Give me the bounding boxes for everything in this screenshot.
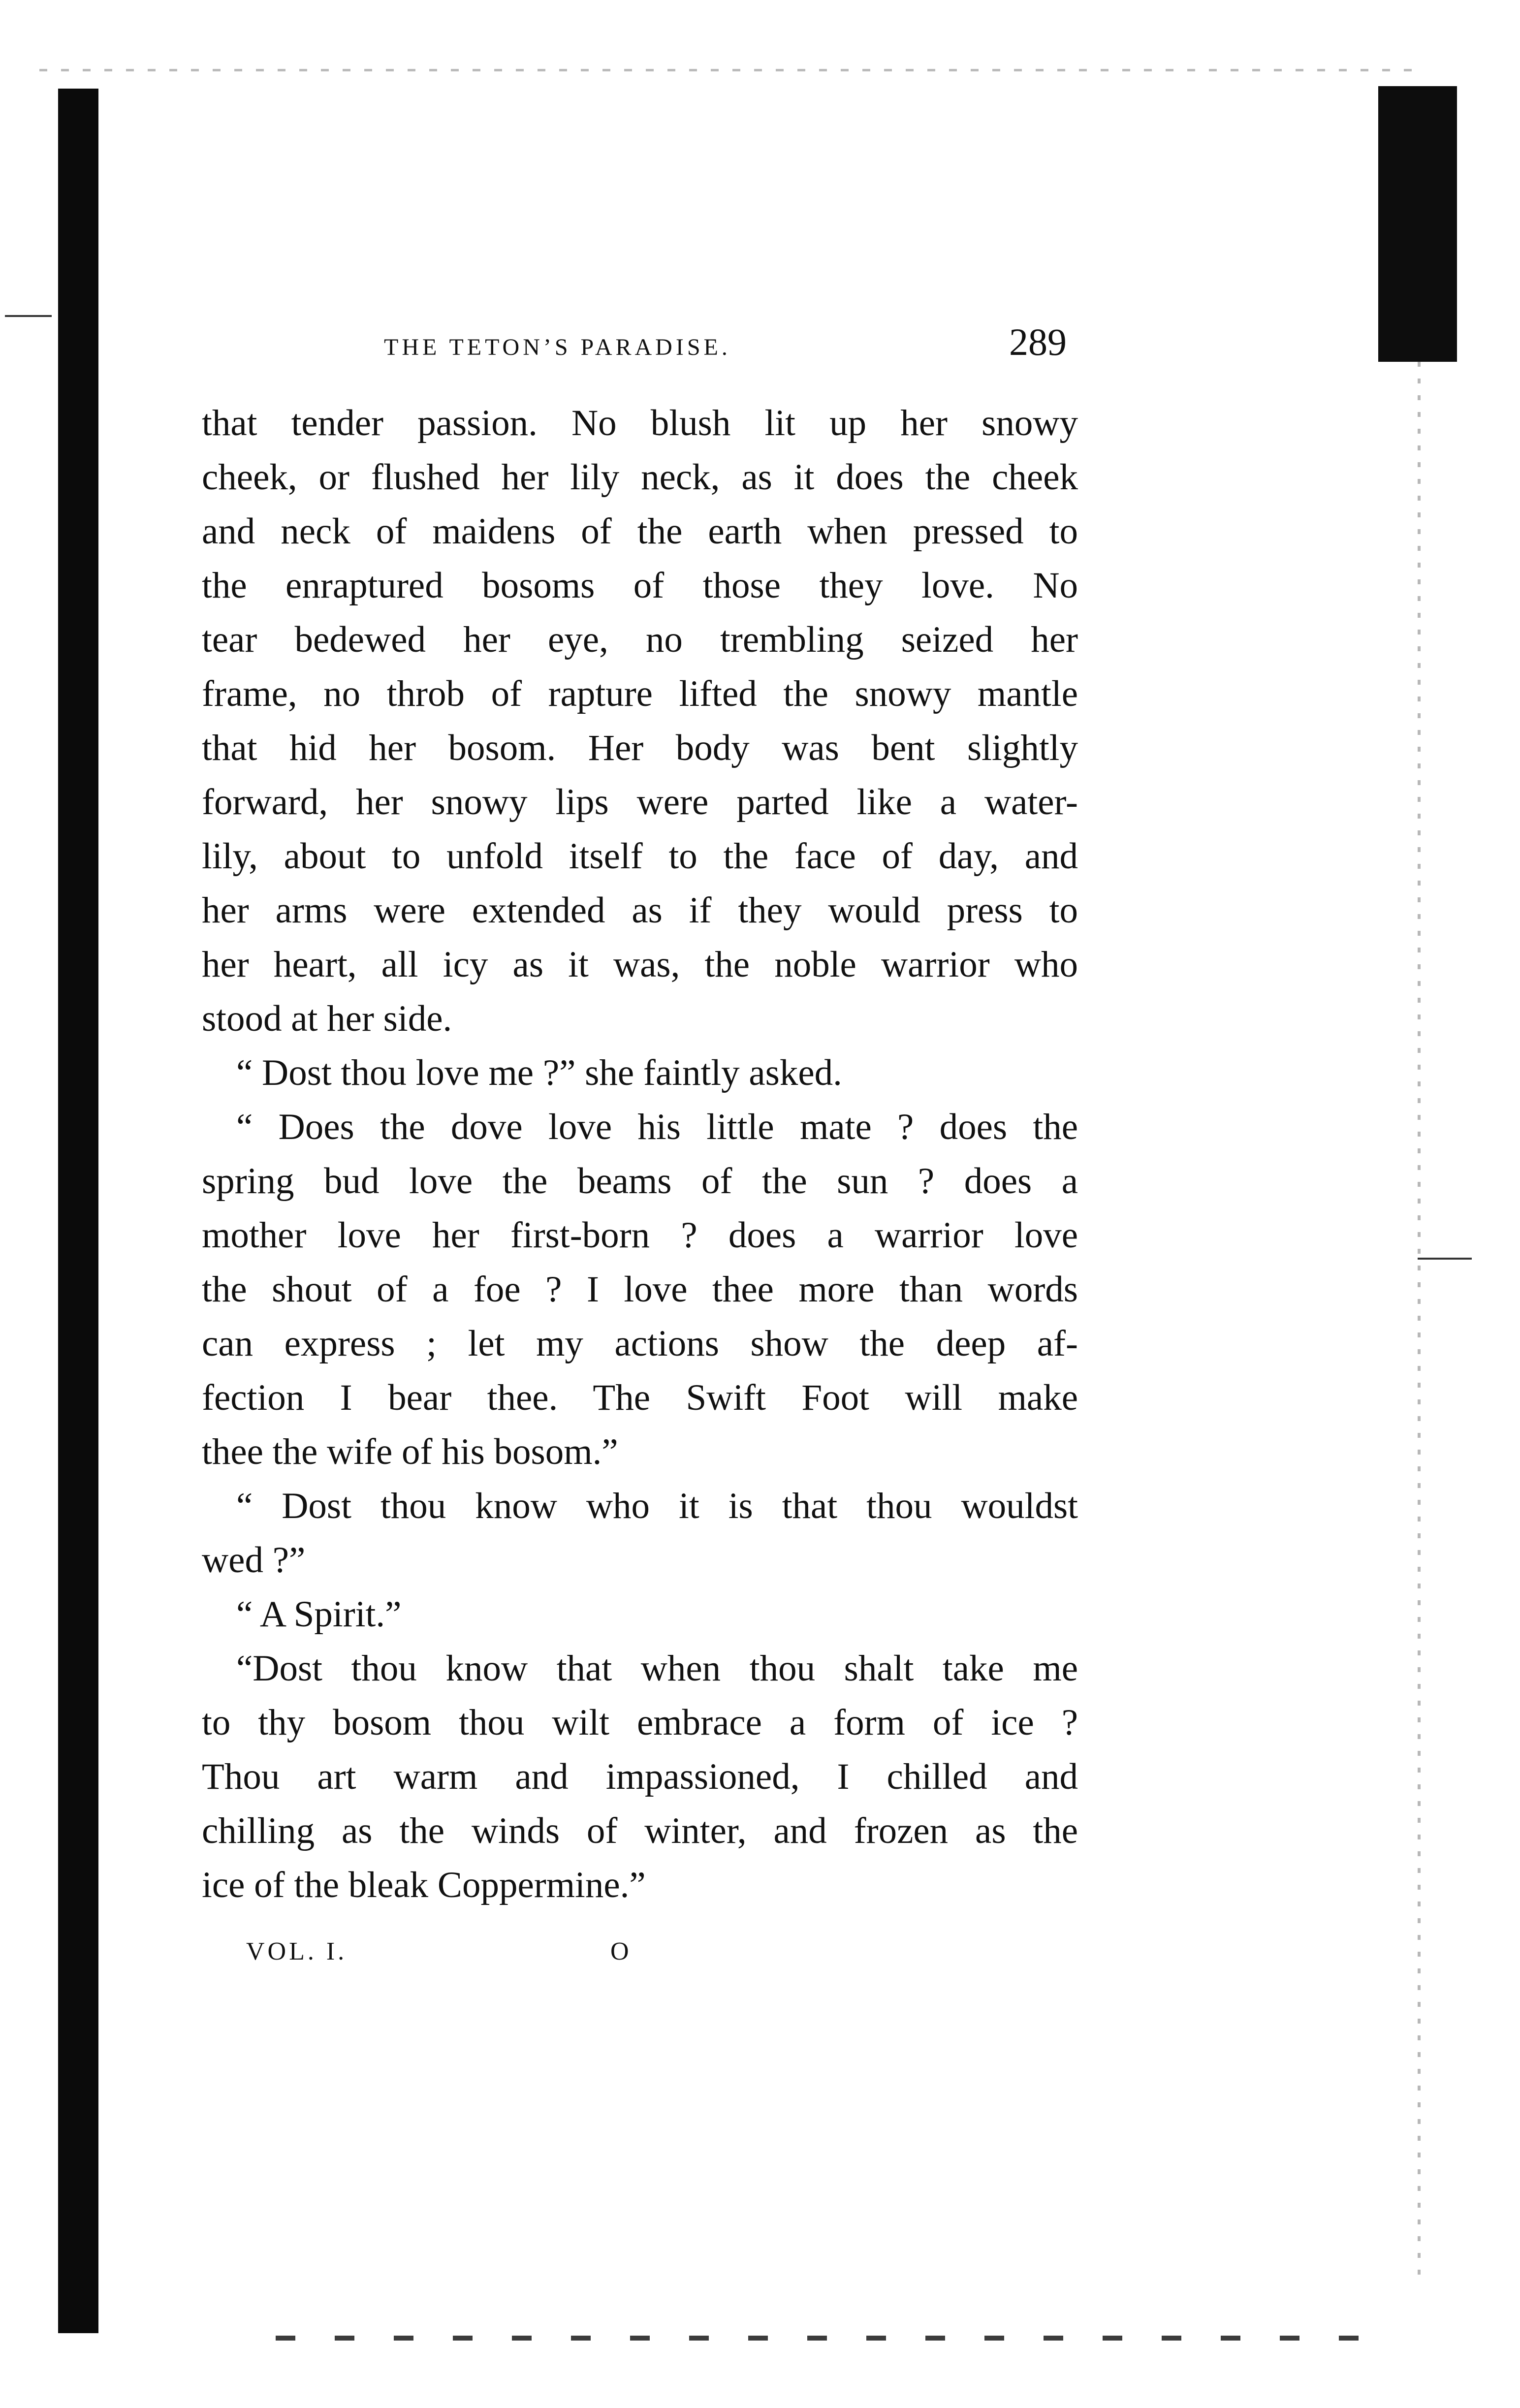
text-line: ice of the bleak Coppermine.” [202, 1865, 646, 1905]
text-line: tear bedewed her eye, no trembling seized her [202, 619, 1078, 660]
text-line: can express ; let my actions show the deep af- [202, 1323, 1078, 1364]
scan-mark-right [1418, 1258, 1472, 1260]
text-line: that tender passion. No blush lit up her snowy [202, 403, 1078, 444]
scan-mark-left [5, 315, 52, 317]
text-line: and neck of maidens of the earth when pressed to [202, 511, 1078, 552]
scan-top-edge [39, 69, 1418, 71]
text-line: cheek, or flushed her lily neck, as it does the cheek [202, 457, 1078, 498]
binding-shadow-right [1378, 86, 1457, 362]
text-line: “ Dost thou know who it is that thou wouldst [236, 1486, 1078, 1526]
text-line: thee the wife of his bosom.” [202, 1431, 618, 1472]
text-line: the enraptured bosoms of those they love. No [202, 565, 1078, 606]
text-line: spring bud love the beams of the sun ? does a [202, 1161, 1078, 1202]
page-number: 289 [1009, 320, 1067, 363]
signature-mark: O [610, 1937, 632, 1965]
text-line: “Dost thou know that when thou shalt take me [236, 1648, 1078, 1689]
text-line: the shout of a foe ? I love thee more than words [202, 1269, 1078, 1310]
binding-shadow-left [58, 89, 98, 2333]
text-line: fection I bear thee. The Swift Foot will make [202, 1377, 1078, 1418]
text-line: her heart, all icy as it was, the noble warrior who [202, 944, 1078, 985]
signature-volume: VOL. I. [246, 1937, 348, 1965]
text-line: mother love her first-born ? does a warrior love [202, 1215, 1078, 1256]
text-line: forward, her snowy lips were parted like a water- [202, 782, 1078, 823]
scan-bottom-edge [276, 2336, 1359, 2341]
text-line: “ A Spirit.” [236, 1594, 402, 1635]
text-line: to thy bosom thou wilt embrace a form of ice ? [202, 1702, 1078, 1743]
text-line: wed ?” [202, 1540, 306, 1581]
text-line: that hid her bosom. Her body was bent slightly [202, 728, 1078, 768]
text-line: chilling as the winds of winter, and frozen as the [202, 1810, 1078, 1851]
text-line: frame, no throb of rapture lifted the snowy mantle [202, 673, 1078, 714]
text-line: “ Dost thou love me ?” she faintly asked. [236, 1052, 842, 1093]
scan-right-edge [1418, 362, 1421, 2281]
text-line: stood at her side. [202, 998, 452, 1039]
text-line: “ Does the dove love his little mate ? does the [236, 1107, 1078, 1147]
text-line: her arms were extended as if they would press to [202, 890, 1078, 931]
running-head: THE TETON’S PARADISE. [384, 334, 731, 360]
text-line: lily, about to unfold itself to the face of day, and [202, 836, 1078, 877]
text-line: Thou art warm and impassioned, I chilled and [202, 1756, 1078, 1797]
body-text [202, 396, 1078, 1912]
